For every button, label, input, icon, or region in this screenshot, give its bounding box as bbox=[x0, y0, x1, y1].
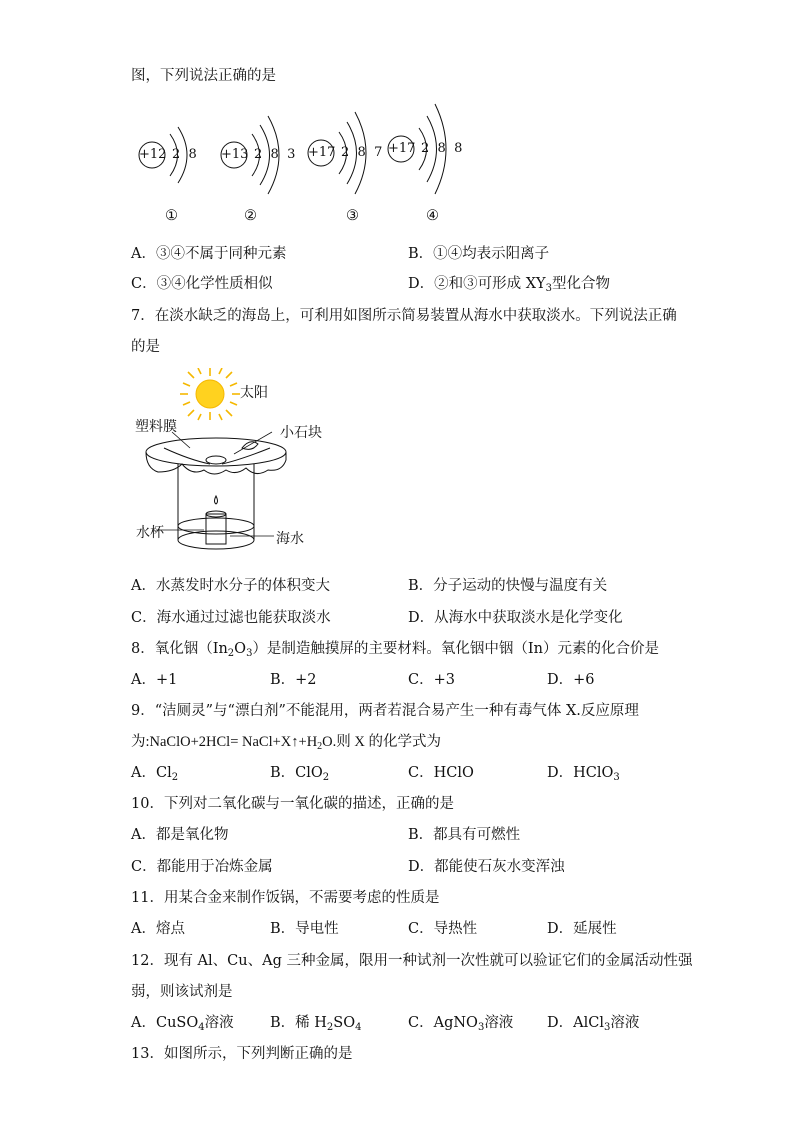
subscript: 4 bbox=[355, 1022, 362, 1033]
subscript: 2 bbox=[171, 772, 179, 783]
q7-option-c[interactable]: C．海水通过过滤也能获取淡水 bbox=[131, 610, 331, 626]
q8-option-b[interactable]: B．+2 bbox=[270, 672, 317, 688]
q10-option-c[interactable]: C．都能用于冶炼金属 bbox=[131, 859, 273, 875]
subscript: 3 bbox=[613, 772, 620, 783]
q9-option-a-text: A．Cl bbox=[131, 765, 172, 781]
subscript: 2 bbox=[322, 772, 330, 783]
q11-option-c[interactable]: C．导热性 bbox=[408, 921, 478, 937]
q10-option-b[interactable]: B．都具有可燃性 bbox=[408, 827, 521, 843]
q6-option-b[interactable]: B．①④均表示阳离子 bbox=[408, 246, 550, 262]
atom-3-nucleus: +17 bbox=[308, 145, 336, 160]
subscript: 3 bbox=[477, 1022, 485, 1033]
subscript: 3 bbox=[246, 648, 253, 659]
q6-option-d[interactable] bbox=[408, 274, 610, 299]
q9-option-d[interactable] bbox=[547, 763, 620, 788]
q9-stem-line1: 9．“洁厕灵”与“漂白剂”不能混用，两者若混合易产生一种有毒气体 X.反应原理 bbox=[131, 703, 639, 719]
q8-stem-text: 8．氧化铟（In bbox=[131, 641, 228, 657]
q6-option-d-suffix: 型化合物 bbox=[552, 276, 611, 292]
q8-option-c[interactable]: C．+3 bbox=[408, 672, 455, 688]
q12-option-c[interactable] bbox=[408, 1013, 513, 1038]
atom-1-shells: 2 8 bbox=[172, 147, 197, 162]
subscript: 2 bbox=[227, 648, 235, 659]
q6-intro: 图，下列说法正确的是 bbox=[131, 68, 276, 84]
q8-stem-text: O bbox=[234, 641, 247, 657]
q10-stem: 10．下列对二氧化碳与一氧化碳的描述，正确的是 bbox=[131, 796, 454, 812]
q12-option-a[interactable] bbox=[131, 1013, 234, 1038]
atom-1-nucleus: +12 bbox=[139, 147, 167, 162]
subscript: 3 bbox=[603, 1022, 611, 1033]
atom-2-shells: 2 8 3 bbox=[254, 147, 296, 162]
q12-option-b[interactable] bbox=[270, 1013, 362, 1038]
q13-stem: 13．如图所示，下列判断正确的是 bbox=[131, 1046, 353, 1062]
subscript: 3 bbox=[545, 283, 553, 294]
q7-option-d[interactable]: D．从海水中获取淡水是化学变化 bbox=[408, 610, 623, 626]
subscript: 4 bbox=[198, 1022, 205, 1033]
q12-option-b-text: SO bbox=[333, 1015, 356, 1031]
q9-stem-text: O.则 X 的化学式为 bbox=[322, 734, 441, 750]
q12-option-c-text: C．AgNO bbox=[408, 1015, 478, 1031]
atom-4-nucleus: +17 bbox=[388, 141, 416, 156]
q10-option-d[interactable]: D．都能使石灰水变浑浊 bbox=[408, 859, 565, 875]
q7-stem-line2: 的是 bbox=[131, 339, 160, 355]
q7-stem-line1: 7．在淡水缺乏的海岛上，可利用如图所示简易装置从海水中获取淡水。下列说法正确 bbox=[131, 308, 677, 324]
q7-option-b[interactable]: B．分子运动的快慢与温度有关 bbox=[408, 578, 608, 594]
atom-4-shells: 2 8 8 bbox=[421, 141, 463, 156]
subscript: 2 bbox=[326, 1022, 334, 1033]
subscript: 2 bbox=[317, 741, 323, 752]
q9-stem-text: 为:NaClO+2HCl= NaCl+X↑+H bbox=[131, 734, 318, 750]
atom-3-label: ③ bbox=[346, 208, 359, 224]
q12-option-d-text: D．AlCl bbox=[547, 1015, 604, 1031]
q12-option-d-suffix: 溶液 bbox=[610, 1015, 640, 1031]
q12-stem-line2: 弱，则该试剂是 bbox=[131, 984, 233, 1000]
q8-option-a[interactable]: A．+1 bbox=[131, 672, 178, 688]
cup-label: 水杯 bbox=[136, 525, 164, 541]
q12-option-c-suffix: 溶液 bbox=[484, 1015, 514, 1031]
q12-option-a-suffix: 溶液 bbox=[204, 1015, 234, 1031]
q12-stem-line1: 12．现有 Al、Cu、Ag 三种金属，限用一种试剂一次性就可以验证它们的金属活动性强 bbox=[131, 953, 693, 969]
atom-2-nucleus: +13 bbox=[221, 147, 249, 162]
stone-label: 小石块 bbox=[280, 425, 322, 441]
q7-option-a[interactable]: A．水蒸发时水分子的体积变大 bbox=[131, 578, 330, 594]
q11-option-b[interactable]: B．导电性 bbox=[270, 921, 339, 937]
q8-stem-text: ）是制造触摸屏的主要材料。氧化铟中铟（In）元素的化合价是 bbox=[252, 641, 660, 657]
q9-stem-line2 bbox=[131, 732, 441, 757]
film-label: 塑料膜 bbox=[135, 419, 177, 435]
q9-option-d-text: D．HClO bbox=[547, 765, 614, 781]
q6-option-d-text: D．②和③可形成 XY bbox=[408, 276, 546, 292]
atom-3-shells: 2 8 7 bbox=[341, 145, 383, 160]
q8-stem bbox=[131, 639, 659, 664]
q6-option-a[interactable]: A．③④不属于同种元素 bbox=[131, 246, 287, 262]
q11-stem: 11．用某合金来制作饭锅，不需要考虑的性质是 bbox=[131, 890, 440, 906]
atom-1-label: ① bbox=[165, 208, 178, 224]
q12-option-d[interactable] bbox=[547, 1013, 639, 1038]
q8-option-d[interactable]: D．+6 bbox=[547, 672, 595, 688]
q9-option-a[interactable] bbox=[131, 763, 178, 788]
atom-4-label: ④ bbox=[426, 208, 439, 224]
atom-2-label: ② bbox=[244, 208, 257, 224]
q9-option-b-text: B．ClO bbox=[270, 765, 323, 781]
q11-option-d[interactable]: D．延展性 bbox=[547, 921, 617, 937]
seawater-label: 海水 bbox=[276, 531, 304, 547]
q12-option-a-text: A．CuSO bbox=[131, 1015, 199, 1031]
q9-option-c[interactable]: C．HClO bbox=[408, 765, 474, 781]
q6-option-c[interactable]: C．③④化学性质相似 bbox=[131, 276, 273, 292]
q10-option-a[interactable]: A．都是氧化物 bbox=[131, 827, 229, 843]
q12-option-b-text: B．稀 H bbox=[270, 1015, 327, 1031]
q11-option-a[interactable]: A．熔点 bbox=[131, 921, 185, 937]
sun-icon bbox=[180, 368, 240, 420]
sun-label: 太阳 bbox=[240, 385, 268, 401]
q9-option-b[interactable] bbox=[270, 763, 329, 788]
